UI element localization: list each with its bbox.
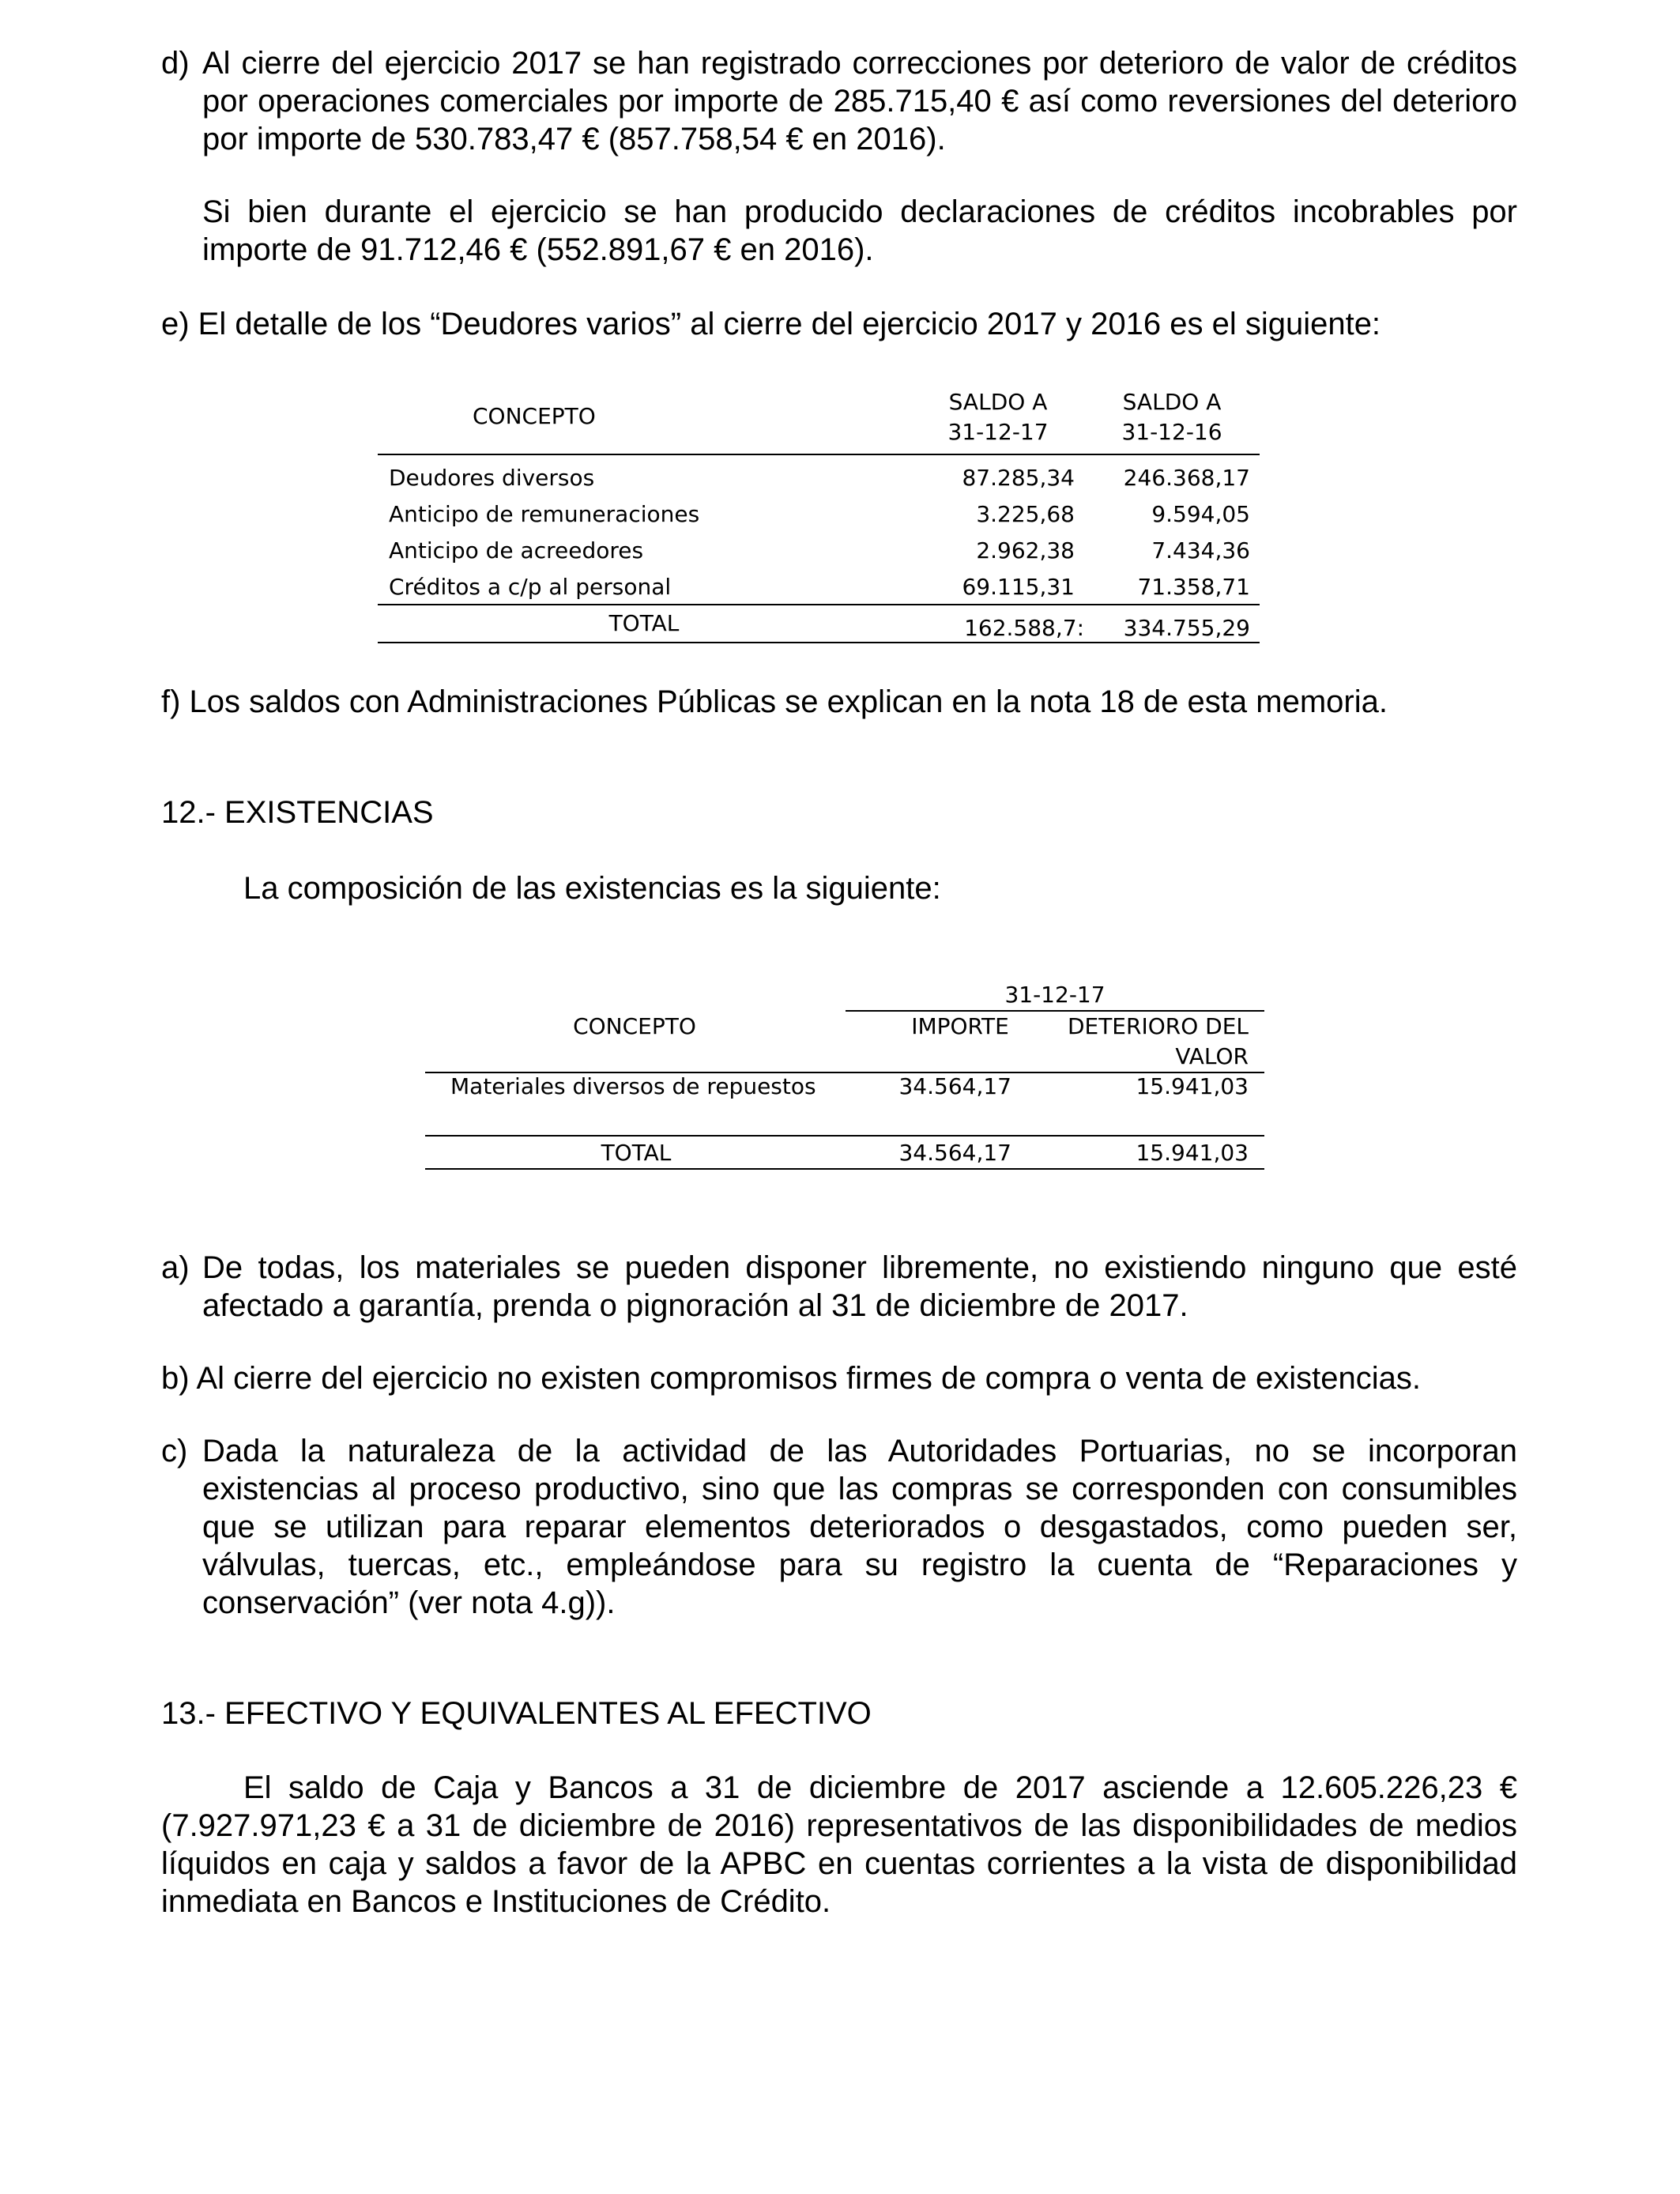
existencias-date-header: 31-12-17: [1004, 982, 1106, 1008]
existencias-total-label: TOTAL: [601, 1140, 672, 1166]
note-c-label: c): [161, 1434, 188, 1468]
existencias-total-rule-bottom: [425, 1168, 1264, 1170]
note-existencias-a: [161, 1249, 1517, 1325]
table-row-concept: Deudores diversos: [389, 465, 595, 491]
table-row-2017: 69.115,31: [962, 574, 1075, 600]
deudores-total-rule-top: [378, 604, 1260, 605]
table-row-2017: 2.962,38: [976, 537, 1075, 564]
existencias-header-deterioro-line2: VALOR: [1175, 1043, 1249, 1069]
note-existencias-b: b) Al cierre del ejercicio no existen compromisos firmes de compra o venta de existencias.: [161, 1361, 1422, 1396]
table-row-2016: 9.594,05: [1151, 501, 1250, 527]
section-12-heading: 12.- EXISTENCIAS: [161, 795, 434, 830]
table-row-2017: 3.225,68: [976, 501, 1075, 527]
table-row-concept: Materiales diversos de repuestos: [450, 1073, 816, 1099]
table-row-2016: 71.358,71: [1137, 574, 1250, 600]
existencias-date-rule: [846, 1010, 1264, 1012]
existencias-total-deterioro: 15.941,03: [1136, 1140, 1249, 1166]
table-row-deterioro: 15.941,03: [1136, 1073, 1249, 1099]
table-row-concept: Anticipo de acreedores: [389, 537, 644, 564]
note-c-text: Dada la naturaleza de la actividad de las Autoridades Portuarias, no se incorporan existencias al proceso productivo, sino que las compras se corresponden con consumibles que se utilizan para reparar elementos deteriorados o desgastados, como pueden ser, válvulas, tuercas, etc., empleándose para su registro la cuenta de “Reparaciones y conservación” (ver nota 4.g)).: [202, 1434, 1517, 1620]
section-12-intro: La composición de las existencias es la siguiente:: [243, 871, 941, 906]
existencias-header-concept: CONCEPTO: [573, 1013, 696, 1039]
note-e-text: e) El detalle de los “Deudores varios” al cierre del ejercicio 2017 y 2016 es el siguiente:: [161, 307, 1381, 341]
existencias-total-rule-top: [425, 1135, 1264, 1137]
section-13-heading: 13.- EFECTIVO Y EQUIVALENTES AL EFECTIVO: [161, 1696, 872, 1731]
existencias-total-importe: 34.564,17: [898, 1140, 1011, 1166]
table-row-2016: 7.434,36: [1151, 537, 1250, 564]
deudores-header-2017-line1: SALDO A: [948, 389, 1048, 415]
note-d-label: d): [161, 46, 190, 81]
existencias-header-deterioro-line1: DETERIORO DEL: [1067, 1013, 1249, 1039]
deudores-header-2016-line1: SALDO A: [1122, 389, 1222, 415]
note-f-text: f) Los saldos con Administraciones Públicas se explican en la nota 18 de esta memoria.: [161, 684, 1388, 719]
table-row-2017: 87.285,34: [962, 465, 1075, 491]
table-row-importe: 34.564,17: [898, 1073, 1011, 1099]
deudores-header-rule: [378, 454, 1260, 455]
deudores-header-concept: CONCEPTO: [473, 403, 596, 429]
deudores-total-rule-bottom: [378, 642, 1260, 643]
deudores-total-label: TOTAL: [608, 610, 680, 636]
note-d-paragraph-2: Si bien durante el ejercicio se han producido declaraciones de créditos incobrables por importe de 91.712,46 € (552.891,67 € en 2016).: [202, 194, 1517, 267]
table-row-concept: Créditos a c/p al personal: [389, 574, 672, 600]
note-d-text: Al cierre del ejercicio 2017 se han registrado correcciones por deterioro de valor de créditos por operaciones comerciales por importe de 285.715,40 € así como reversiones del deterioro por importe de 530.783,47 € (857.758,54 € en 2016).: [202, 46, 1517, 156]
deudores-header-2016-line2: 31-12-16: [1121, 419, 1222, 445]
note-d: [161, 44, 1517, 158]
existencias-header-importe: IMPORTE: [911, 1013, 1009, 1039]
table-row-concept: Anticipo de remuneraciones: [389, 501, 700, 527]
table-row-2016: 246.368,17: [1123, 465, 1250, 491]
note-a-text: De todas, los materiales se pueden disponer libremente, no existiendo ninguno que esté afectado a garantía, prenda o pignoración al 31 de diciembre de 2017.: [202, 1250, 1517, 1323]
note-a-label: a): [161, 1250, 190, 1285]
deudores-header-2017-line2: 31-12-17: [947, 419, 1049, 445]
note-existencias-c: [161, 1432, 1517, 1622]
deudores-total-2017: 162.588,7:: [964, 615, 1084, 641]
section-13-text: El saldo de Caja y Bancos a 31 de diciembre de 2017 asciende a 12.605.226,23 € (7.927.971,23 € a 31 de diciembre de 2016) representativos de las disponibilidades de medios líquidos en caja y saldos a favor de la APBC en cuentas corrientes a la vista de disponibilidad inmediata en Bancos e Instituciones de Crédito.: [161, 1770, 1517, 1919]
deudores-total-2016: 334.755,29: [1123, 615, 1250, 641]
